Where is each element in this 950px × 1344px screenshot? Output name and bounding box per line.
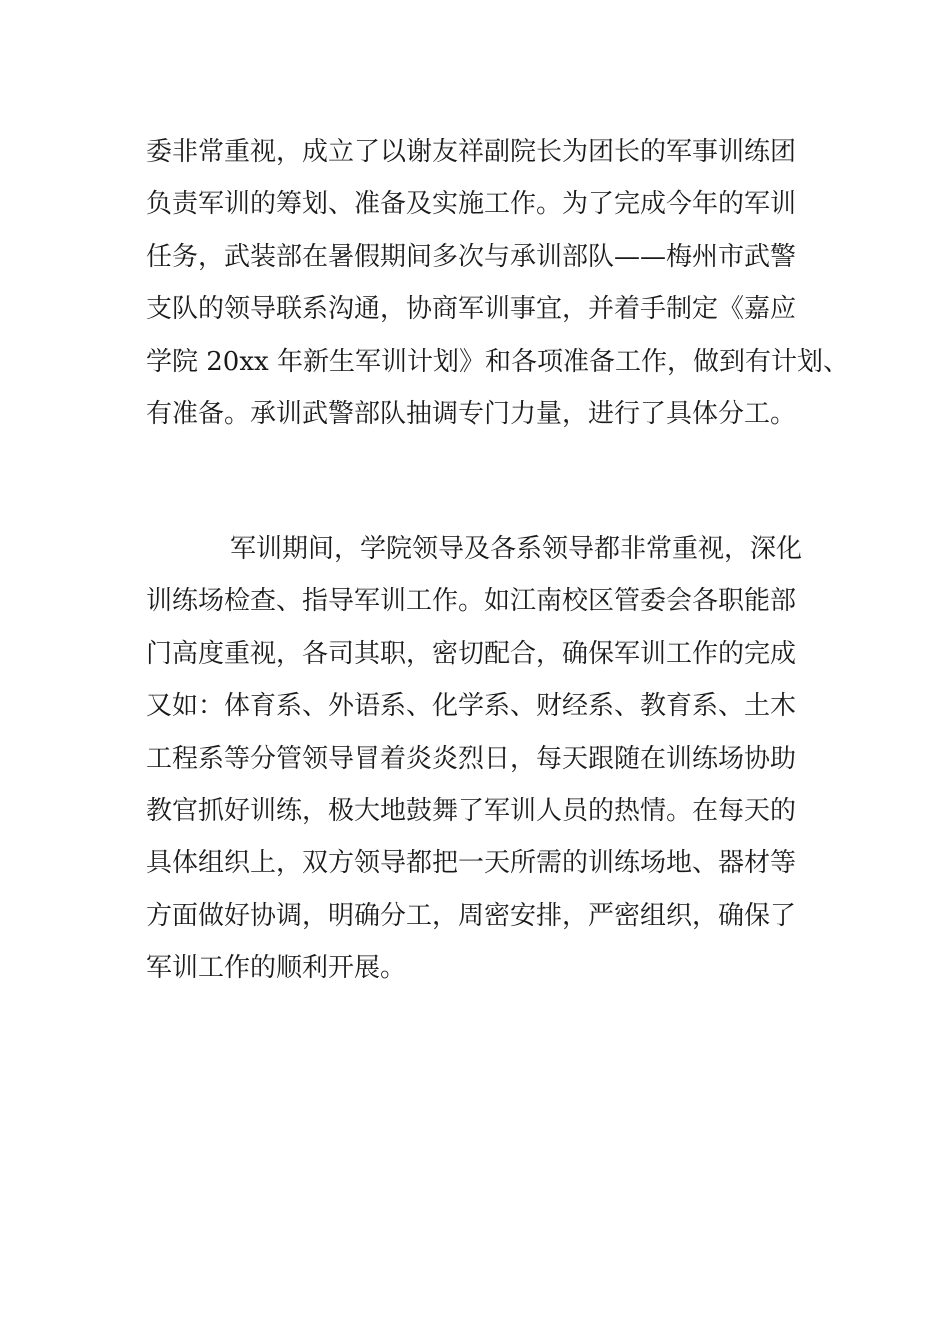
paragraph-line: 门高度重视，各司其职，密切配合，确保军训工作的完成 xyxy=(146,638,797,669)
paragraph-line: 有准备。承训武警部队抽调专门力量，进行了具体分工。 xyxy=(146,399,797,430)
paragraph-line: 训练场检查、指导军训工作。如江南校区管委会各职能部 xyxy=(146,586,797,617)
paragraph-line: 支队的领导联系沟通，协商军训事宜，并着手制定《嘉应 xyxy=(146,294,797,325)
paragraph-1 xyxy=(146,126,849,440)
paragraph-line: 军训工作的顺利开展。 xyxy=(146,953,407,984)
paragraph-line: 具体组织上，双方领导都把一天所需的训练场地、器材等 xyxy=(146,848,797,879)
paragraph-line: 工程系等分管领导冒着炎炎烈日，每天跟随在训练场协助 xyxy=(146,743,797,774)
paragraph-line: 又如：体育系、外语系、化学系、财经系、教育系、土木 xyxy=(146,691,797,722)
paragraph-line: 军训期间，学院领导及各系领导都非常重视，深化 xyxy=(230,534,803,564)
paragraph-line: 任务，武装部在暑假期间多次与承训部队——梅州市武警 xyxy=(146,241,797,272)
paragraph-line: 负责军训的筹划、准备及实施工作。为了完成今年的军训 xyxy=(146,189,797,220)
paragraph-line: 委非常重视，成立了以谢友祥副院长为团长的军事训练团 xyxy=(146,137,797,167)
paragraph-2 xyxy=(146,523,846,995)
paragraph-line: 学院 20xx 年新生军训计划》和各项准备工作，做到有计划、 xyxy=(146,346,849,377)
paragraph-line: 教官抓好训练，极大地鼓舞了军训人员的热情。在每天的 xyxy=(146,796,797,827)
paragraph-line: 方面做好协调，明确分工，周密安排，严密组织，确保了 xyxy=(146,900,797,931)
